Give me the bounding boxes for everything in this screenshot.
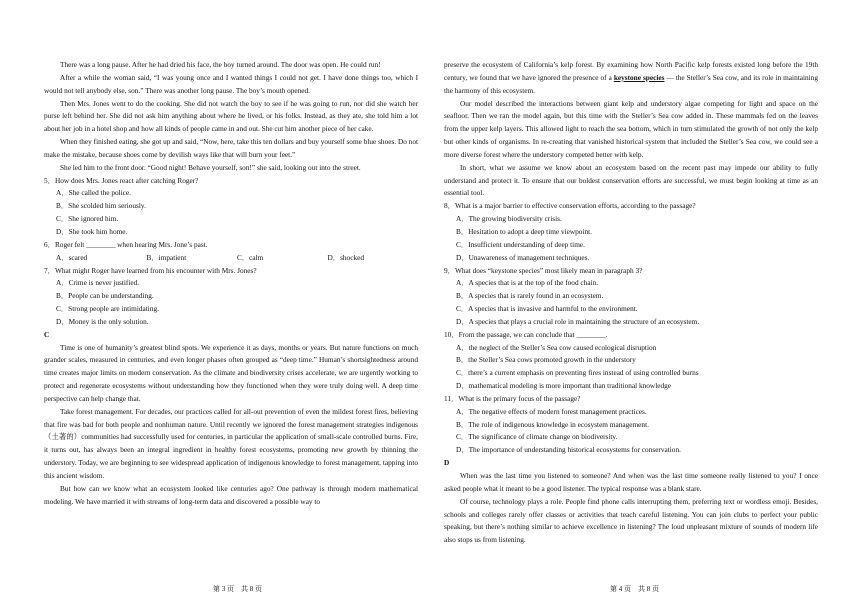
story-paragraph: There was a long pause. After he had dried his face, the boy turned around. The door was open. He could run!: [60, 60, 381, 69]
option-5b: B．She scolded him seriously.: [56, 201, 146, 211]
story-paragraph: Then Mrs. Jones went to do the cooking. She did not watch the boy to see if he was going to run, nor did she watch her purse left behind her. She did not ask him anything about where he lived, or his folks. Instead, as they ate, she told him a lot about her job in a hotel shop and how all kinds of people came in and out. She cut him another piece of her cake.: [44, 98, 418, 134]
question-8: 8．What is a major barrier to effective conservation efforts, according to the passage?: [444, 201, 696, 211]
page-number-right: 第 4 页 共 8 页: [610, 585, 659, 593]
question-7: 7．What might Roger have learned from his encounter with Mrs. Jones?: [44, 265, 257, 275]
option-9a: A．A species that is at the top of the food chain.: [456, 278, 599, 288]
option-6a: A．scared: [56, 252, 88, 262]
option-6d: D．shocked: [327, 252, 364, 262]
option-7d: D．Money is the only solution.: [56, 316, 149, 326]
option-11a: A．The negative effects of modern forest management practices.: [456, 406, 647, 416]
passage-c-paragraph: But how can we know what an ecosystem looked like centuries ago? One pathway is through modern mathematical modeling. We have married it with streams of long-term data and discovered a possible way to: [44, 483, 418, 506]
section-heading-c: C: [44, 329, 50, 339]
option-7b: B．People can be understanding.: [56, 291, 154, 301]
story-paragraph: After a while the woman said, “I was young once and I wanted things I could not get. I have done things too, which I would not tell anybody else, son.” There was another long pause. The boy’s mouth opened.: [44, 72, 418, 95]
passage-c-paragraph: [444, 59, 818, 98]
option-11b: B．The role of indigenous knowledge in ecosystem management.: [456, 419, 649, 429]
left-column: [44, 59, 418, 509]
question-6-options: [44, 252, 418, 265]
passage-c-paragraph: Take forest management. For decades, our practices called for all-out prevention of even the mildest forest fires, believing that fire was bad for both people and nonhuman nature. Until recently we ignored the forest management strategies indigenous（土著的）communities had successfully used for centuries, in particular the application of small-scale controlled burns. Fire, it turns out, has always been an integral ingredient in healthy forest ecosystems, promoting new growth by thinning the understory. Today, we are beginning to see widespread application of indigenous knowledge to forest management, tapping into this ancient wisdom.: [44, 406, 418, 480]
passage-c-paragraph: Time is one of humanity’s greatest blind spots. We experience it as days, months or years. But nature functions on much grander scales, measured in centuries, and even longer phases often grouped as “deep time.” Human’s shortsightedness around time creates major limits on modern conservation. As the climate and biodiversity crises accelerate, we are urgently working to protect and regenerate ecosystems without understanding how they functioned when they were truly doing well. A deep time perspective can help change that.: [44, 342, 418, 403]
page-number-left: 第 3 页 共 8 页: [213, 585, 262, 593]
story-paragraph: She led him to the front door. “Good night! Behave yourself, son!” she said, looking out into the street.: [60, 162, 361, 172]
passage-c-paragraph: Our model described the interactions between giant kelp and understory algae competing for light and space on the seafloor. Then we ran the model again, but this time with the Steller’s Sea cow added in. These mammals fed on the leaves from the upper kelp layers. This allowed light to reach the sea bottom, which in turn stimulated the growth of not only the kelp but other kinds of organisms. In re-creating that vanished historical system that included the Steller’s Sea cow, we could see a more diverse forest where the understory competed better with kelp.: [444, 98, 818, 159]
passage-d-paragraph: Of course, technology plays a role. People find phone calls interrupting them, preferring text or wordless emoji. Besides, schools and colleges rarely offer classes or activities that teach careful listening. You can join clubs to perfect your public speaking, but there’s nothing similar to achieve excellence in listening? The loud unpleasant mixture of sounds of modern life also stops us from listening.: [444, 496, 818, 545]
option-9b: B．A species that is rarely found in an ecosystem.: [456, 291, 604, 301]
option-7c: C．Strong people are intimidating.: [56, 304, 159, 314]
option-10d: D．mathematical modeling is more important than traditional knowledge: [456, 381, 672, 391]
option-8a: A．The growing biodiversity crisis.: [456, 214, 562, 224]
option-11c: C．The significance of climate change on biodiversity.: [456, 432, 618, 442]
option-9c: C．A species that is invasive and harmful to the environment.: [456, 304, 638, 314]
option-8b: B．Hesitation to adopt a deep time viewpoint.: [456, 226, 592, 236]
passage-d-paragraph: When was the last time you listened to someone? And when was the last time someone really listened to you? I once asked people what it meant to be a good listener. The typical response was a blank stare.: [444, 471, 818, 493]
question-11: 11．What is the primary focus of the passage?: [444, 393, 581, 403]
option-6b: B．impatient: [146, 252, 187, 262]
option-10a: A．the neglect of the Steller’s Sea cow caused ecological disruption: [456, 342, 657, 352]
story-paragraph: When they finished eating, she got up and said, “Now, here, take this ten dollars and buy yourself some blue shoes. Do not make the mistake, because shoes come by devilish ways like that will burn your feet.”: [44, 137, 419, 159]
keyword-keystone-species: keystone species: [613, 72, 665, 82]
question-6: 6．Roger felt ________ when hearing Mrs. Jone’s past.: [44, 239, 208, 249]
question-5: 5．How does Mrs. Jones react after catching Roger?: [44, 175, 199, 185]
question-10: 10．From the passage, we can conclude that ________.: [444, 329, 608, 339]
option-6c: C．calm: [237, 252, 264, 262]
option-8c: C．Insufficient understanding of deep time.: [456, 239, 585, 249]
option-9d: D．A species that plays a crucial role in maintaining the structure of an ecosystem.: [456, 316, 700, 326]
option-10c: C．there’s a current emphasis on preventing fires instead of using controlled burns: [456, 368, 699, 378]
option-5a: A．She called the police.: [56, 188, 131, 198]
question-9: 9．What does “keystone species” most likely mean in paragraph 3?: [444, 265, 643, 275]
option-8d: D．Unawareness of management techniques.: [456, 252, 590, 262]
right-column: [444, 59, 818, 547]
option-7a: A．Crime is never justified.: [56, 278, 140, 288]
option-11d: D．The importance of understanding historical ecosystems for conservation.: [456, 445, 681, 455]
text-run: preserve the ecosystem of California’s kelp forest. By examining how North Pacific kelp forests existed long before the 19th century, we found that we have ignored the presence of a: [444, 60, 818, 82]
passage-c-paragraph: In short, what we assume we know about an ecosystem based on the recent past may impede our ability to fully understand and protect it. To ensure that our boldest conservation efforts are successful, we must begin looking at time as an essential tool.: [444, 162, 818, 198]
text-run: — the Steller’s Sea cow, and its role in maintaining the harmony of this ecosystem.: [444, 72, 818, 95]
option-10b: B．the Steller’s Sea cows promoted growth in the understory: [456, 355, 636, 365]
option-5d: D．She took him home.: [56, 226, 128, 236]
option-5c: C．She ignored him.: [56, 214, 119, 224]
section-heading-d: D: [444, 458, 450, 468]
